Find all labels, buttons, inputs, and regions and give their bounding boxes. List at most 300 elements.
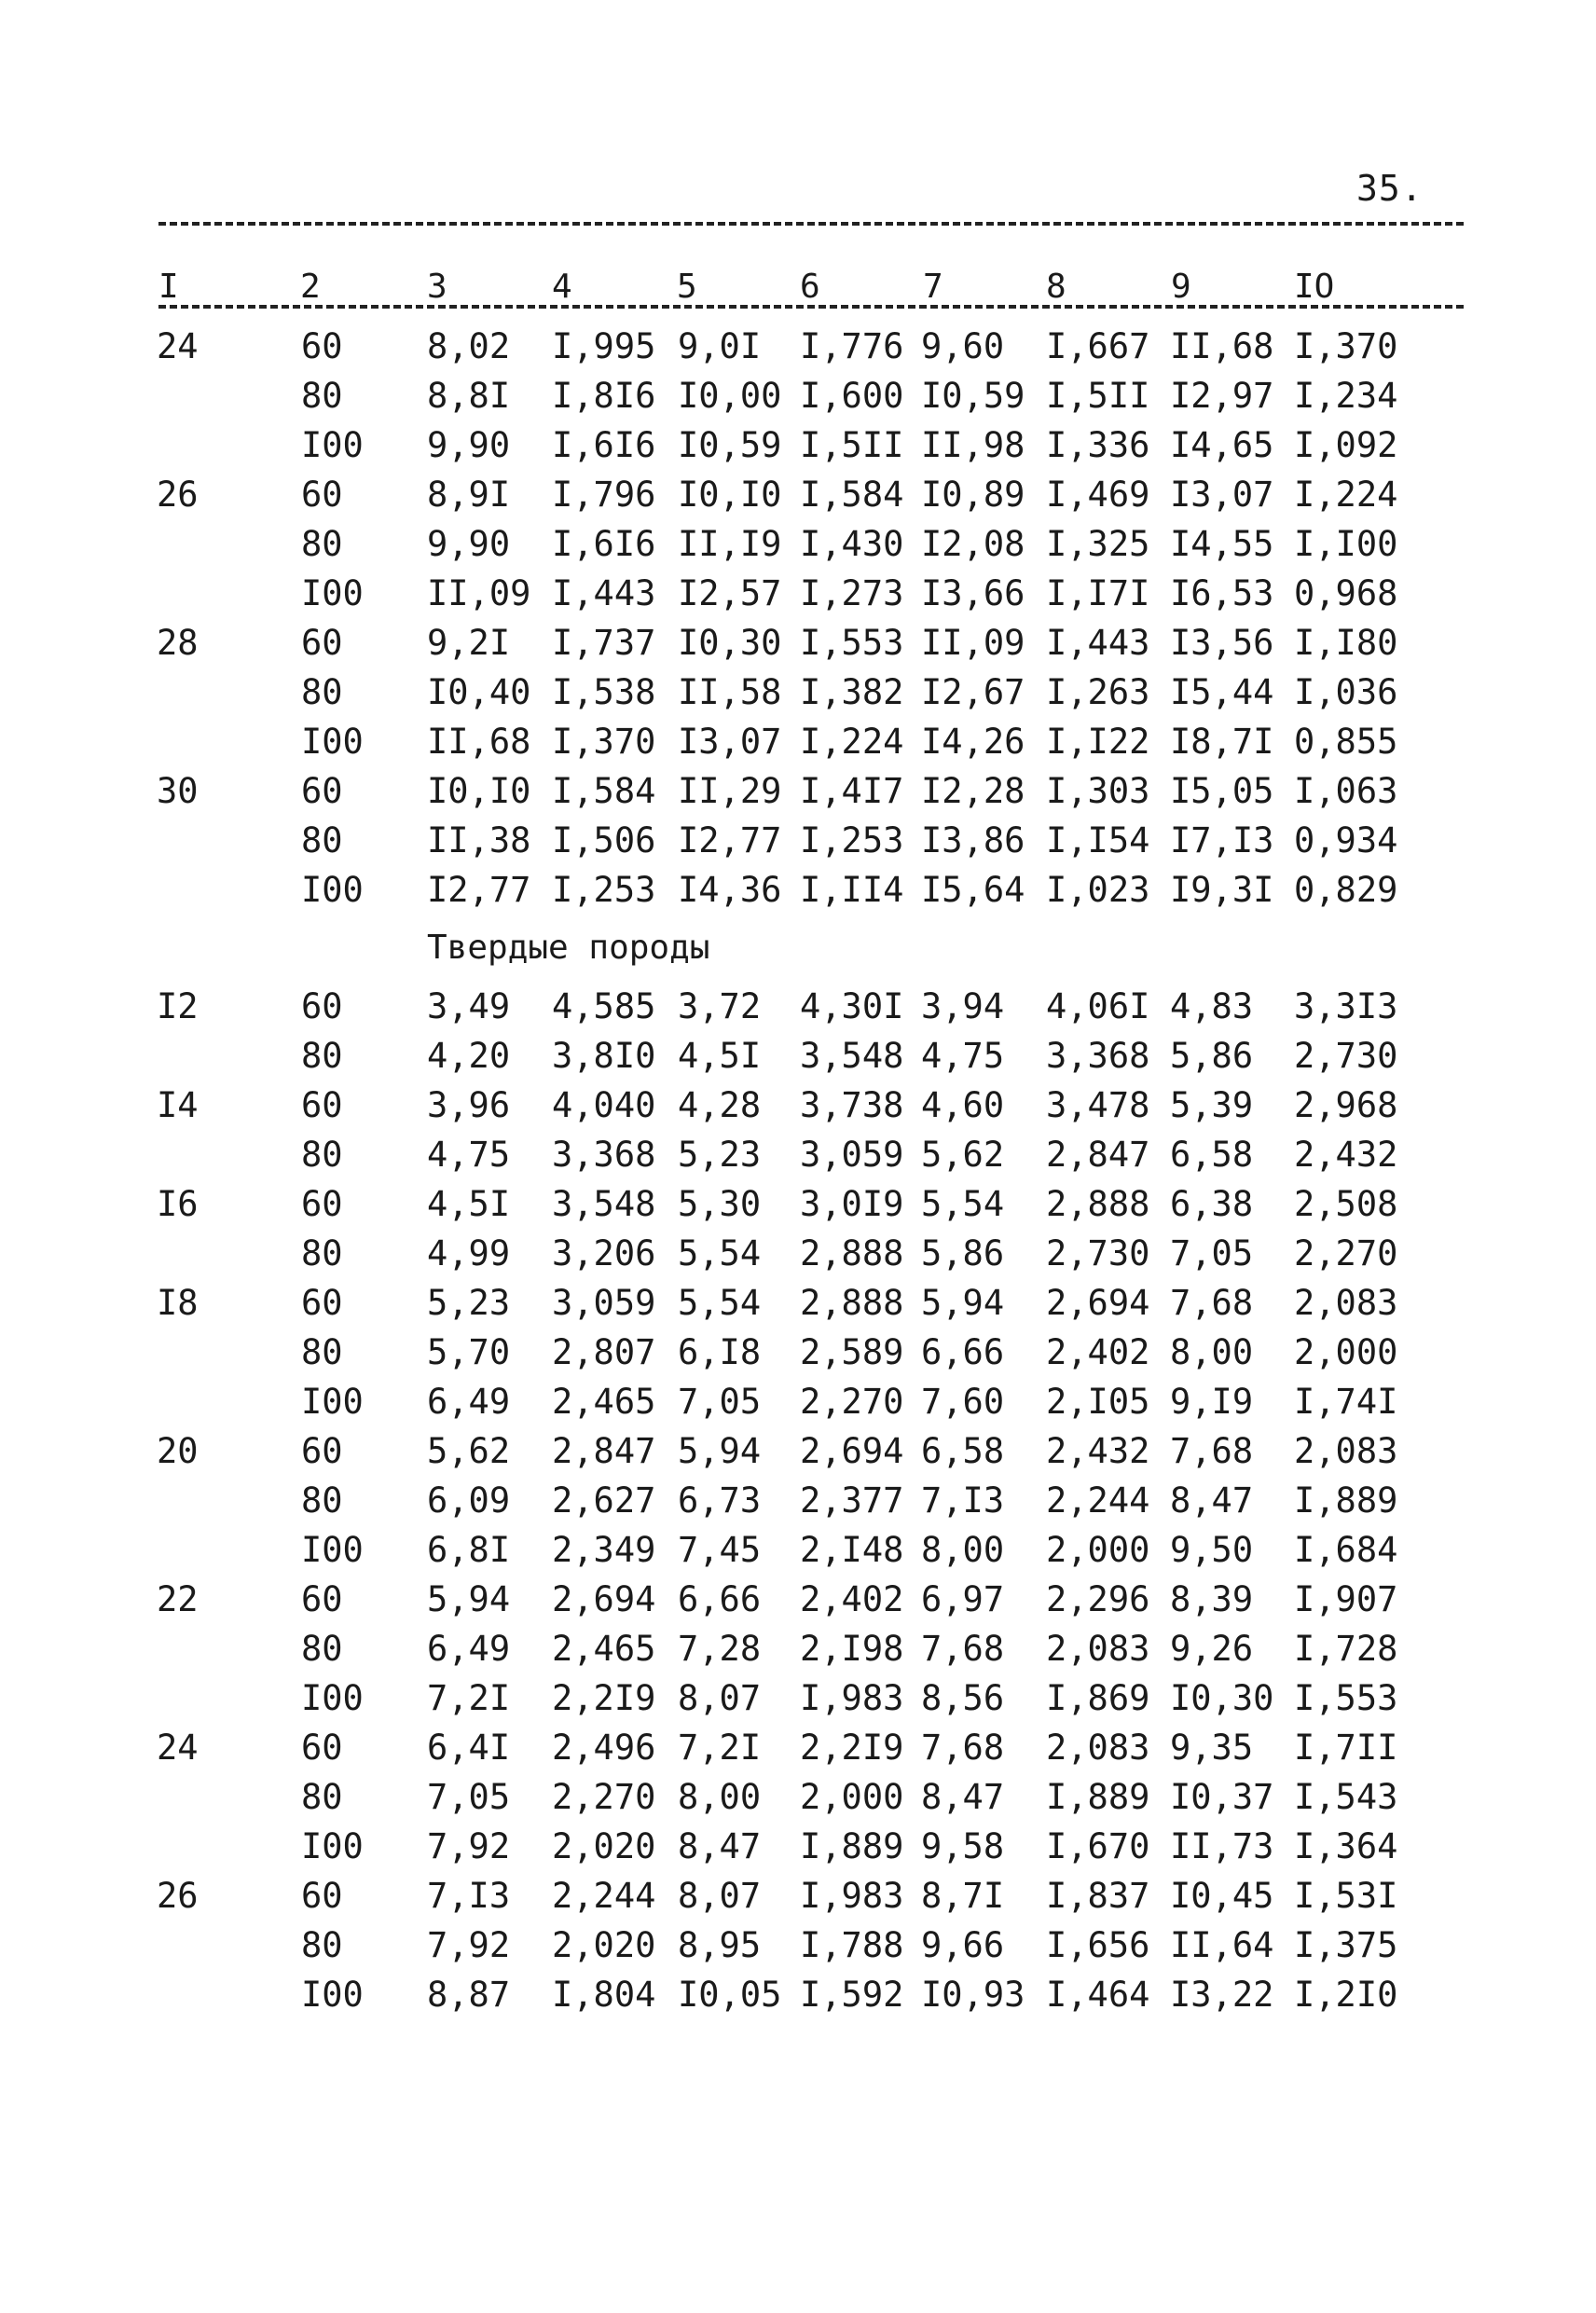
table-cell: I,656 (1046, 1925, 1150, 1965)
table-cell: I3,86 (921, 820, 1025, 860)
table-cell: 60 (301, 1283, 343, 1323)
table-cell: 80 (301, 820, 343, 860)
table-cell: I,I54 (1046, 820, 1150, 860)
table-cell: 5,54 (921, 1184, 1005, 1224)
table-cell: II,64 (1170, 1925, 1274, 1965)
table-cell: II,73 (1170, 1826, 1274, 1866)
table-cell: I,443 (1046, 623, 1150, 663)
table-cell: 4,99 (427, 1233, 511, 1274)
table-row (0, 1328, 1596, 1377)
table-cell: I4,55 (1170, 524, 1274, 564)
table-cell: 3,0I9 (800, 1184, 904, 1224)
table-cell: 7,28 (678, 1629, 762, 1669)
table-cell: I,74I (1294, 1382, 1398, 1422)
column-number: IO (1294, 268, 1335, 306)
table-cell: I,234 (1294, 376, 1398, 416)
table-cell: 4,5I (678, 1036, 762, 1076)
table-cell: 2,847 (552, 1431, 656, 1471)
table-cell: 5,94 (427, 1579, 511, 1619)
table-cell: I,776 (800, 326, 904, 366)
table-cell: 5,54 (678, 1233, 762, 1274)
table-cell: 3,059 (800, 1135, 904, 1175)
table-cell: I00 (301, 1826, 364, 1866)
table-cell: 0,829 (1294, 870, 1398, 910)
table-row (0, 371, 1596, 420)
table-cell: 5,23 (678, 1135, 762, 1175)
table-cell: 3,8I0 (552, 1036, 656, 1076)
table-cell: 2,432 (1046, 1431, 1150, 1471)
table-cell: 6,38 (1170, 1184, 1254, 1224)
table-row (0, 1624, 1596, 1673)
table-cell: 8,87 (427, 1975, 511, 2015)
table-cell: I,543 (1294, 1777, 1398, 1817)
table-cell: 2,465 (552, 1382, 656, 1422)
table-cell: I,907 (1294, 1579, 1398, 1619)
table-cell: 8,7I (921, 1876, 1005, 1916)
table-cell: I,869 (1046, 1678, 1150, 1718)
table-cell: 80 (301, 1777, 343, 1817)
table-row (0, 1130, 1596, 1179)
table-cell: 5,62 (427, 1431, 511, 1471)
table-cell: 3,72 (678, 986, 762, 1026)
table-row (0, 1278, 1596, 1328)
table-cell: 2,402 (1046, 1332, 1150, 1372)
table-cell: 80 (301, 524, 343, 564)
table-cell: I6 (157, 1184, 199, 1224)
table-cell: I0,00 (678, 376, 782, 416)
table-cell: 80 (301, 1332, 343, 1372)
table-cell: I,53I (1294, 1876, 1398, 1916)
section-title-row (0, 915, 1596, 982)
section-title: Твердые породы (427, 929, 710, 967)
table-cell: I00 (301, 722, 364, 762)
table-row (0, 420, 1596, 470)
table-cell: I,5II (1046, 376, 1150, 416)
table-row (0, 1871, 1596, 1921)
table-cell: 8,47 (921, 1777, 1005, 1817)
table-cell: 60 (301, 1728, 343, 1768)
table-cell: I4,36 (678, 870, 782, 910)
table-cell: 7,92 (427, 1826, 511, 1866)
table-cell: 9,58 (921, 1826, 1005, 1866)
column-number: 4 (552, 268, 572, 306)
table-cell: 3,368 (552, 1135, 656, 1175)
table-cell: 2,2I9 (800, 1728, 904, 1768)
table-cell: 7,05 (427, 1777, 511, 1817)
table-cell: 2,807 (552, 1332, 656, 1372)
table-cell: 6,49 (427, 1382, 511, 1422)
table-row (0, 1377, 1596, 1426)
table-row (0, 470, 1596, 519)
table-cell: 60 (301, 623, 343, 663)
table-cell: 5,70 (427, 1332, 511, 1372)
table-cell: 7,I3 (427, 1876, 511, 1916)
table-cell: 0,968 (1294, 573, 1398, 613)
table-cell: 4,83 (1170, 986, 1254, 1026)
table-cell: 7,60 (921, 1382, 1005, 1422)
table-cell: I0,40 (427, 672, 531, 712)
table-row (0, 618, 1596, 668)
table-cell: 2,083 (1046, 1728, 1150, 1768)
data-table (0, 322, 1596, 2019)
table-cell: 3,548 (800, 1036, 904, 1076)
table-cell: I4,26 (921, 722, 1025, 762)
table-cell: I,684 (1294, 1530, 1398, 1570)
table-cell: 9,26 (1170, 1629, 1254, 1669)
table-cell: I0,59 (678, 425, 782, 465)
table-cell: I3,66 (921, 573, 1025, 613)
table-cell: 9,66 (921, 1925, 1005, 1965)
table-cell: II,09 (427, 573, 531, 613)
table-cell: 6,66 (921, 1332, 1005, 1372)
table-row (0, 816, 1596, 865)
table-cell: 4,5I (427, 1184, 511, 1224)
table-cell: 3,478 (1046, 1085, 1150, 1125)
table-cell: 2,270 (800, 1382, 904, 1422)
table-cell: 3,3I3 (1294, 986, 1398, 1026)
table-cell: I,796 (552, 475, 656, 515)
table-row (0, 1179, 1596, 1229)
table-cell: 2,2I9 (552, 1678, 656, 1718)
table-cell: I,553 (800, 623, 904, 663)
table-cell: 22 (157, 1579, 199, 1619)
table-cell: 6,73 (678, 1480, 762, 1521)
table-cell: 6,49 (427, 1629, 511, 1669)
table-cell: 80 (301, 376, 343, 416)
table-row (0, 1476, 1596, 1525)
table-cell: 2,377 (800, 1480, 904, 1521)
table-cell: 4,60 (921, 1085, 1005, 1125)
table-cell: I00 (301, 573, 364, 613)
table-cell: I,469 (1046, 475, 1150, 515)
column-number: I (158, 268, 179, 306)
table-row (0, 668, 1596, 717)
column-number: 8 (1046, 268, 1066, 306)
table-cell: I,600 (800, 376, 904, 416)
table-row (0, 1081, 1596, 1130)
table-cell: 80 (301, 1629, 343, 1669)
table-row (0, 519, 1596, 569)
table-row (0, 1970, 1596, 2019)
table-cell: 3,059 (552, 1283, 656, 1323)
table-cell: I,2I0 (1294, 1975, 1398, 2015)
table-cell: 7,68 (921, 1629, 1005, 1669)
table-cell: 80 (301, 1480, 343, 1521)
table-cell: 9,I9 (1170, 1382, 1254, 1422)
column-header-row (158, 270, 1464, 308)
table-cell: I,837 (1046, 1876, 1150, 1916)
table-cell: 4,040 (552, 1085, 656, 1125)
table-cell: I00 (301, 1530, 364, 1570)
table-section-1 (0, 322, 1596, 915)
table-cell: 80 (301, 1135, 343, 1175)
table-row (0, 569, 1596, 618)
table-cell: I00 (301, 425, 364, 465)
table-cell: 60 (301, 1431, 343, 1471)
table-cell: I,382 (800, 672, 904, 712)
table-cell: 80 (301, 672, 343, 712)
table-cell: 5,54 (678, 1283, 762, 1323)
table-cell: 2,432 (1294, 1135, 1398, 1175)
table-cell: I2,97 (1170, 376, 1274, 416)
table-cell: 6,58 (1170, 1135, 1254, 1175)
table-cell: 2,I48 (800, 1530, 904, 1570)
table-cell: 2,000 (1046, 1530, 1150, 1570)
table-cell: I5,64 (921, 870, 1025, 910)
table-cell: 8,00 (921, 1530, 1005, 1570)
table-cell: 4,75 (921, 1036, 1005, 1076)
table-cell: I3,56 (1170, 623, 1274, 663)
table-cell: I,584 (552, 771, 656, 811)
table-cell: 2,888 (800, 1233, 904, 1274)
table-cell: 2,083 (1294, 1431, 1398, 1471)
table-section-2 (0, 982, 1596, 2019)
table-cell: 8,07 (678, 1678, 762, 1718)
table-cell: 5,86 (921, 1233, 1005, 1274)
table-cell: I,443 (552, 573, 656, 613)
table-cell: 60 (301, 1876, 343, 1916)
table-cell: I,6I6 (552, 425, 656, 465)
table-cell: 6,66 (678, 1579, 762, 1619)
table-cell: II,09 (921, 623, 1025, 663)
table-cell: I,670 (1046, 1826, 1150, 1866)
table-cell: 24 (157, 1728, 199, 1768)
table-cell: 9,50 (1170, 1530, 1254, 1570)
table-cell: 4,30I (800, 986, 904, 1026)
table-cell: I8,7I (1170, 722, 1274, 762)
table-cell: 60 (301, 986, 343, 1026)
table-cell: I0,05 (678, 1975, 782, 2015)
table-cell: I,4I7 (800, 771, 904, 811)
table-cell: 6,58 (921, 1431, 1005, 1471)
table-cell: I6,53 (1170, 573, 1274, 613)
table-cell: 3,206 (552, 1233, 656, 1274)
table-row (0, 1575, 1596, 1624)
table-cell: I,224 (1294, 475, 1398, 515)
table-cell: 5,62 (921, 1135, 1005, 1175)
table-cell: 8,9I (427, 475, 511, 515)
table-cell: I5,44 (1170, 672, 1274, 712)
table-cell: 7,I3 (921, 1480, 1005, 1521)
table-cell: 2,296 (1046, 1579, 1150, 1619)
table-cell: I0,30 (1170, 1678, 1274, 1718)
table-cell: I00 (301, 1975, 364, 2015)
table-top-rule (158, 222, 1464, 226)
table-cell: 0,934 (1294, 820, 1398, 860)
column-number: 2 (300, 268, 321, 306)
table-cell: 8,47 (678, 1826, 762, 1866)
table-cell: I,023 (1046, 870, 1150, 910)
table-cell: 2,694 (800, 1431, 904, 1471)
table-row (0, 1525, 1596, 1575)
table-cell: I0,30 (678, 623, 782, 663)
table-cell: II,68 (427, 722, 531, 762)
table-cell: I2,08 (921, 524, 1025, 564)
table-cell: I,375 (1294, 1925, 1398, 1965)
table-cell: 26 (157, 475, 199, 515)
table-cell: 2,083 (1294, 1283, 1398, 1323)
table-cell: I,I80 (1294, 623, 1398, 663)
table-cell: II,I9 (678, 524, 782, 564)
table-cell: 2,847 (1046, 1135, 1150, 1175)
table-cell: 2,244 (552, 1876, 656, 1916)
table-cell: 4,75 (427, 1135, 511, 1175)
table-cell: 3,49 (427, 986, 511, 1026)
table-cell: 2,465 (552, 1629, 656, 1669)
table-cell: I,364 (1294, 1826, 1398, 1866)
table-cell: 28 (157, 623, 199, 663)
table-row (0, 1822, 1596, 1871)
table-cell: I,273 (800, 573, 904, 613)
table-row (0, 717, 1596, 766)
table-cell: I,5II (800, 425, 904, 465)
table-cell: 8,07 (678, 1876, 762, 1916)
table-cell: 9,90 (427, 425, 511, 465)
table-cell: I00 (301, 1382, 364, 1422)
table-cell: I00 (301, 870, 364, 910)
table-row (0, 1426, 1596, 1476)
table-cell: I3,07 (678, 722, 782, 762)
table-cell: 2,627 (552, 1480, 656, 1521)
table-cell: 4,28 (678, 1085, 762, 1125)
table-row (0, 1921, 1596, 1970)
table-cell: 3,96 (427, 1085, 511, 1125)
table-cell: 8,8I (427, 376, 511, 416)
table-cell: I0,I0 (427, 771, 531, 811)
table-cell: 2,083 (1046, 1629, 1150, 1669)
table-cell: I,553 (1294, 1678, 1398, 1718)
table-cell: 3,548 (552, 1184, 656, 1224)
table-cell: 2,968 (1294, 1085, 1398, 1125)
table-cell: I,224 (800, 722, 904, 762)
table-cell: I2,77 (427, 870, 531, 910)
table-cell: 2,694 (1046, 1283, 1150, 1323)
table-cell: I3,07 (1170, 475, 1274, 515)
table-cell: I3,22 (1170, 1975, 1274, 2015)
table-cell: 2,244 (1046, 1480, 1150, 1521)
table-cell: I0,45 (1170, 1876, 1274, 1916)
table-cell: 80 (301, 1233, 343, 1274)
table-cell: 20 (157, 1431, 199, 1471)
table-cell: 5,23 (427, 1283, 511, 1323)
table-cell: I,889 (1294, 1480, 1398, 1521)
table-cell: I,063 (1294, 771, 1398, 811)
table-row (0, 865, 1596, 915)
table-cell: 80 (301, 1925, 343, 1965)
table-cell: 3,368 (1046, 1036, 1150, 1076)
table-cell: I4,65 (1170, 425, 1274, 465)
table-cell: 2,349 (552, 1530, 656, 1570)
table-cell: 2,270 (552, 1777, 656, 1817)
table-cell: 2,888 (1046, 1184, 1150, 1224)
table-cell: I7,I3 (1170, 820, 1274, 860)
table-cell: I,804 (552, 1975, 656, 2015)
table-cell: 8,47 (1170, 1480, 1254, 1521)
table-cell: 8,56 (921, 1678, 1005, 1718)
table-cell: 7,92 (427, 1925, 511, 1965)
table-row (0, 982, 1596, 1031)
table-cell: II,58 (678, 672, 782, 712)
table-cell: I2,67 (921, 672, 1025, 712)
table-cell: 6,97 (921, 1579, 1005, 1619)
table-cell: II,29 (678, 771, 782, 811)
column-number: 6 (800, 268, 820, 306)
table-cell: I,889 (1046, 1777, 1150, 1817)
table-cell: I,263 (1046, 672, 1150, 712)
table-cell: I,983 (800, 1678, 904, 1718)
table-cell: 2,I05 (1046, 1382, 1150, 1422)
table-cell: I0,I0 (678, 475, 782, 515)
table-cell: I,253 (800, 820, 904, 860)
table-cell: 7,05 (1170, 1233, 1254, 1274)
table-cell: 2,730 (1294, 1036, 1398, 1076)
table-cell: 6,I8 (678, 1332, 762, 1372)
table-cell: I0,37 (1170, 1777, 1274, 1817)
table-cell: 4,585 (552, 986, 656, 1026)
table-cell: 6,09 (427, 1480, 511, 1521)
table-cell: I0,89 (921, 475, 1025, 515)
column-number: 3 (427, 268, 447, 306)
table-cell: 8,95 (678, 1925, 762, 1965)
table-cell: 9,35 (1170, 1728, 1254, 1768)
table-cell: I,I22 (1046, 722, 1150, 762)
table-cell: I,995 (552, 326, 656, 366)
table-cell: I9,3I (1170, 870, 1274, 910)
table-cell: I,667 (1046, 326, 1150, 366)
table-cell: I,6I6 (552, 524, 656, 564)
table-cell: 4,20 (427, 1036, 511, 1076)
table-cell: 5,94 (678, 1431, 762, 1471)
table-cell: 2,496 (552, 1728, 656, 1768)
table-cell: 60 (301, 1579, 343, 1619)
table-header-rule (158, 305, 1464, 309)
table-cell: 7,68 (921, 1728, 1005, 1768)
table-cell: 60 (301, 475, 343, 515)
table-cell: I5,05 (1170, 771, 1274, 811)
table-cell: 2,020 (552, 1925, 656, 1965)
table-cell: 8,00 (678, 1777, 762, 1817)
table-cell: 5,86 (1170, 1036, 1254, 1076)
table-cell: 6,4I (427, 1728, 511, 1768)
table-cell: 60 (301, 1085, 343, 1125)
table-cell: 7,05 (678, 1382, 762, 1422)
table-cell: 6,8I (427, 1530, 511, 1570)
table-cell: I2,77 (678, 820, 782, 860)
table-cell: 3,94 (921, 986, 1005, 1026)
table-cell: I,336 (1046, 425, 1150, 465)
table-cell: II,68 (1170, 326, 1274, 366)
table-cell: 2,730 (1046, 1233, 1150, 1274)
table-cell: 0,855 (1294, 722, 1398, 762)
table-cell: 7,68 (1170, 1283, 1254, 1323)
table-row (0, 1673, 1596, 1723)
table-cell: 2,270 (1294, 1233, 1398, 1274)
table-cell: 9,2I (427, 623, 511, 663)
table-cell: I,253 (552, 870, 656, 910)
page-number: 35. (1356, 168, 1424, 209)
column-number: 7 (923, 268, 943, 306)
table-cell: I,325 (1046, 524, 1150, 564)
table-cell: I2,28 (921, 771, 1025, 811)
column-number: 5 (677, 268, 697, 306)
table-cell: 5,94 (921, 1283, 1005, 1323)
table-cell: 26 (157, 1876, 199, 1916)
table-cell: I0,93 (921, 1975, 1025, 2015)
table-cell: I,I7I (1046, 573, 1150, 613)
table-cell: 2,508 (1294, 1184, 1398, 1224)
table-cell: I,8I6 (552, 376, 656, 416)
table-cell: 2,888 (800, 1283, 904, 1323)
